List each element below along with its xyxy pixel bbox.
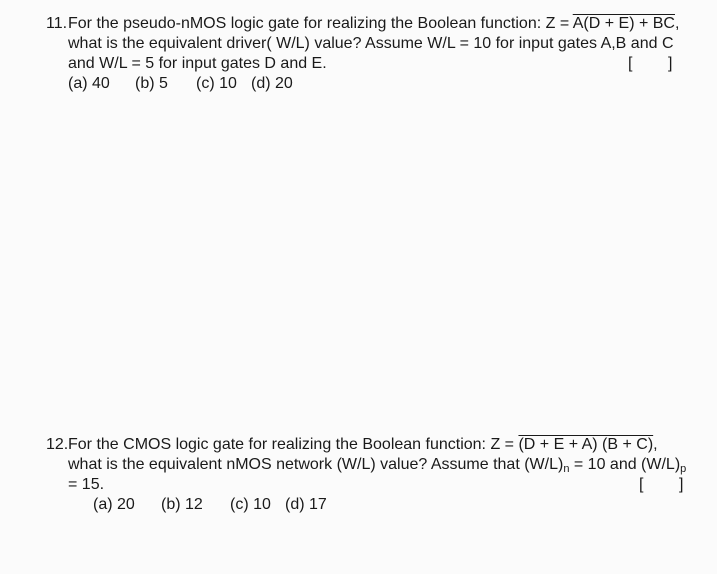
question-12-line-3 (46, 475, 696, 495)
bracket-close: ] (668, 55, 673, 72)
option-c: (c) 10 (230, 496, 271, 513)
question-12-line-1 (46, 435, 696, 455)
bracket-close: ] (679, 476, 684, 493)
question-text: = 15. (68, 476, 105, 493)
bracket-open: [ (628, 55, 633, 72)
subscript-p: p (680, 463, 687, 475)
option-c: (c) 10 (196, 75, 237, 92)
answer-bracket (639, 475, 683, 495)
question-text: , (674, 15, 680, 32)
overlined-expression: A(D + E) + BC (572, 15, 675, 32)
answer-bracket (628, 54, 672, 74)
question-text: what is the equivalent driver( W/L) value? Assume W/L = 10 for input gates A,B and C (68, 35, 674, 52)
question-11-line-3 (46, 54, 696, 74)
question-text: For the CMOS logic gate for realizing the Boolean function: Z = (68, 436, 519, 453)
question-11 (46, 14, 696, 94)
question-11-line-1 (46, 14, 696, 34)
option-a: (a) 40 (68, 75, 110, 92)
option-b: (b) 5 (135, 75, 168, 92)
question-text: , (653, 436, 658, 453)
question-text: what is the equivalent nMOS network (W/L) value? Assume that (W/L) (68, 456, 564, 473)
question-11-line-2 (46, 34, 696, 54)
question-text: For the pseudo-nMOS logic gate for realizing the Boolean function: Z = (68, 15, 573, 32)
question-text: = 10 and (W/L) (569, 456, 681, 473)
bracket-open: [ (639, 476, 644, 493)
answer-options (46, 495, 696, 515)
question-number: 11. (46, 15, 68, 32)
answer-options (46, 74, 696, 94)
question-number: 12. (46, 436, 69, 453)
subscript-n: n (563, 463, 570, 475)
option-d: (d) 17 (285, 496, 327, 513)
overlined-expression: (D + E + A) (B + C) (518, 436, 654, 453)
option-b: (b) 12 (161, 496, 203, 513)
option-a: (a) 20 (93, 496, 135, 513)
option-d: (d) 20 (251, 75, 293, 92)
question-12 (46, 435, 696, 515)
question-text: and W/L = 5 for input gates D and E. (68, 55, 327, 72)
question-12-line-2 (46, 455, 696, 475)
